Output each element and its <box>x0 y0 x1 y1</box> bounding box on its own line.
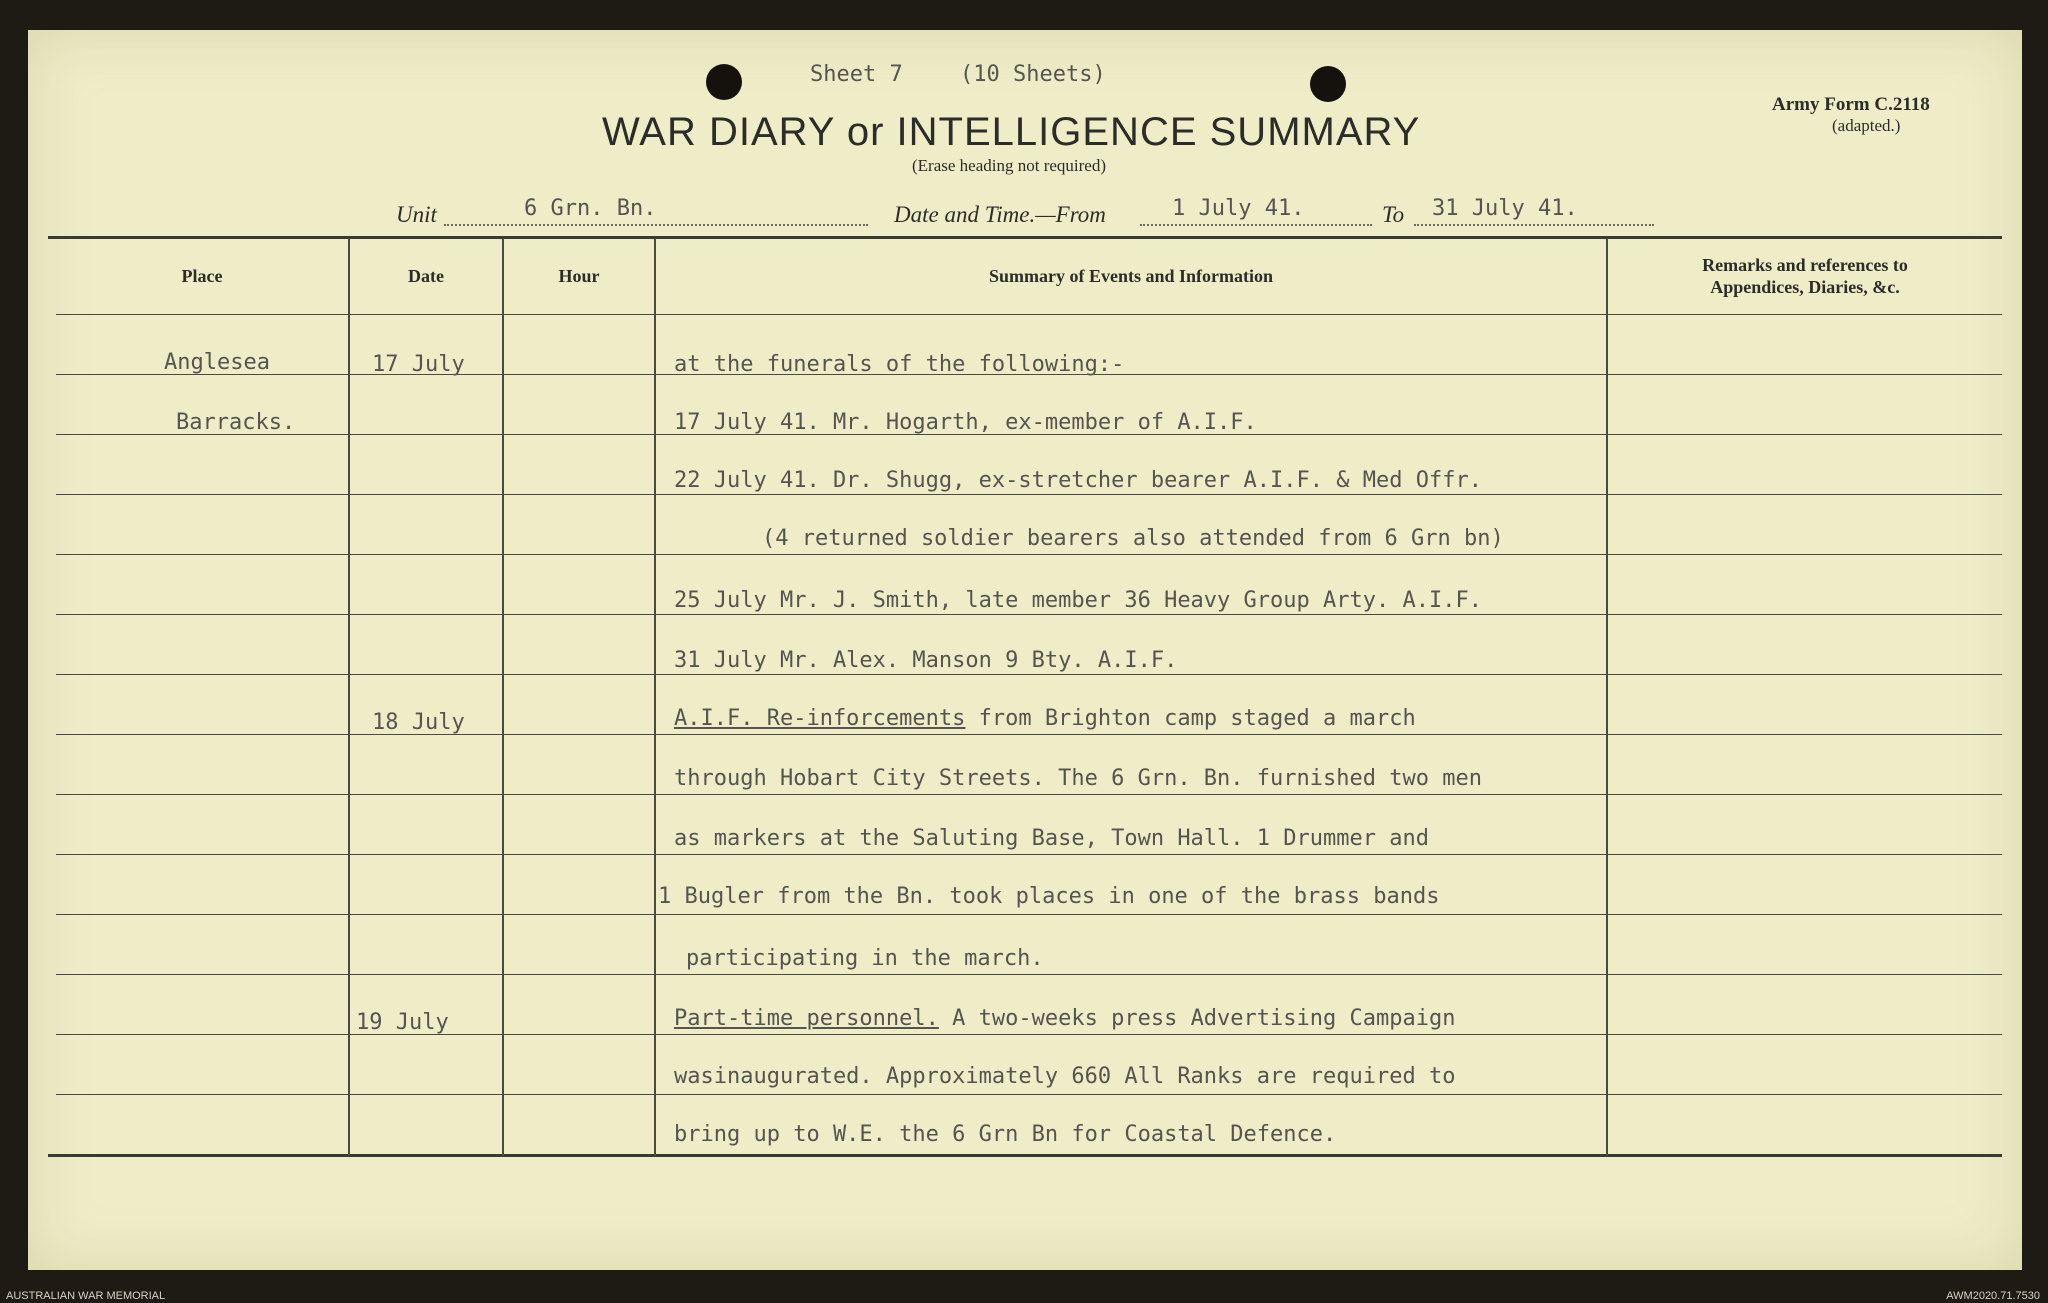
summary-line: 1 Bugler from the Bn. took places in one of the brass bands <box>658 884 1440 909</box>
summary-line: 31 July Mr. Alex. Manson 9 Bty. A.I.F. <box>674 648 1178 673</box>
form-title: WAR DIARY or INTELLIGENCE SUMMARY <box>602 110 1421 154</box>
place-cell: Barracks. <box>176 410 296 435</box>
date-to-label: To <box>1382 202 1405 227</box>
date-cell: 18 July <box>372 710 465 735</box>
summary-line: 22 July 41. Dr. Shugg, ex-stretcher bearer A.I.F. & Med Offr. <box>674 468 1482 493</box>
summary-line <box>674 1006 1455 1031</box>
erase-note: (Erase heading not required) <box>912 156 1106 175</box>
date-from-label: Date and Time.—From <box>894 202 1106 227</box>
summary-line: participating in the march. <box>686 946 1044 971</box>
summary-text: from Brighton camp staged a march <box>965 706 1416 731</box>
column-header-remarks <box>1608 254 2002 298</box>
sheet-number: Sheet 7 <box>810 62 903 87</box>
summary-line: (4 returned soldier bearers also attended from 6 Grn bn) <box>762 526 1504 551</box>
column-header-hour: Hour <box>558 266 600 286</box>
army-form-name: Army Form C.2118 <box>1772 94 1930 115</box>
summary-line: wasinaugurated. Approximately 660 All Ranks are required to <box>674 1064 1456 1089</box>
summary-line: through Hobart City Streets. The 6 Grn. Bn. furnished two men <box>674 766 1482 791</box>
summary-text: A two-weeks press Advertising Campaign <box>938 1006 1456 1031</box>
summary-subject: A.I.F. Re-inforcements <box>674 706 966 731</box>
sheet-count: (10 Sheets) <box>960 62 1106 87</box>
remarks-heading-line1: Remarks and references to <box>1702 255 1908 275</box>
punch-hole-left <box>706 64 742 100</box>
diary-sheet <box>28 30 2022 1270</box>
date-to-value: 31 July 41. <box>1432 196 1578 221</box>
date-cell: 17 July <box>372 352 465 377</box>
place-cell: Anglesea <box>164 350 270 375</box>
punch-hole-right <box>1310 66 1346 102</box>
remarks-heading-line2: Appendices, Diaries, &c. <box>1710 277 1900 297</box>
footer-left: AUSTRALIAN WAR MEMORIAL <box>6 1290 166 1302</box>
footer-right: AWM2020.71.7530 <box>1946 1290 2040 1302</box>
summary-line: at the funerals of the following:- <box>674 352 1125 377</box>
date-from-value: 1 July 41. <box>1172 196 1305 221</box>
column-header-date: Date <box>408 266 444 286</box>
date-cell: 19 July <box>356 1010 449 1035</box>
summary-subject: Part-time personnel. <box>674 1006 939 1031</box>
summary-line <box>674 706 1416 731</box>
summary-line: 17 July 41. Mr. Hogarth, ex-member of A.I.F. <box>674 410 1257 435</box>
summary-line: bring up to W.E. the 6 Grn Bn for Coastal Defence. <box>674 1122 1337 1147</box>
summary-line: 25 July Mr. J. Smith, late member 36 Heavy Group Arty. A.I.F. <box>674 588 1482 613</box>
column-header-summary: Summary of Events and Information <box>988 266 1274 286</box>
unit-label: Unit <box>396 202 437 227</box>
army-form-note: (adapted.) <box>1832 116 1901 135</box>
summary-line: as markers at the Saluting Base, Town Hall. 1 Drummer and <box>674 826 1429 851</box>
unit-value: 6 Grn. Bn. <box>524 196 657 221</box>
column-header-place: Place <box>181 266 223 286</box>
